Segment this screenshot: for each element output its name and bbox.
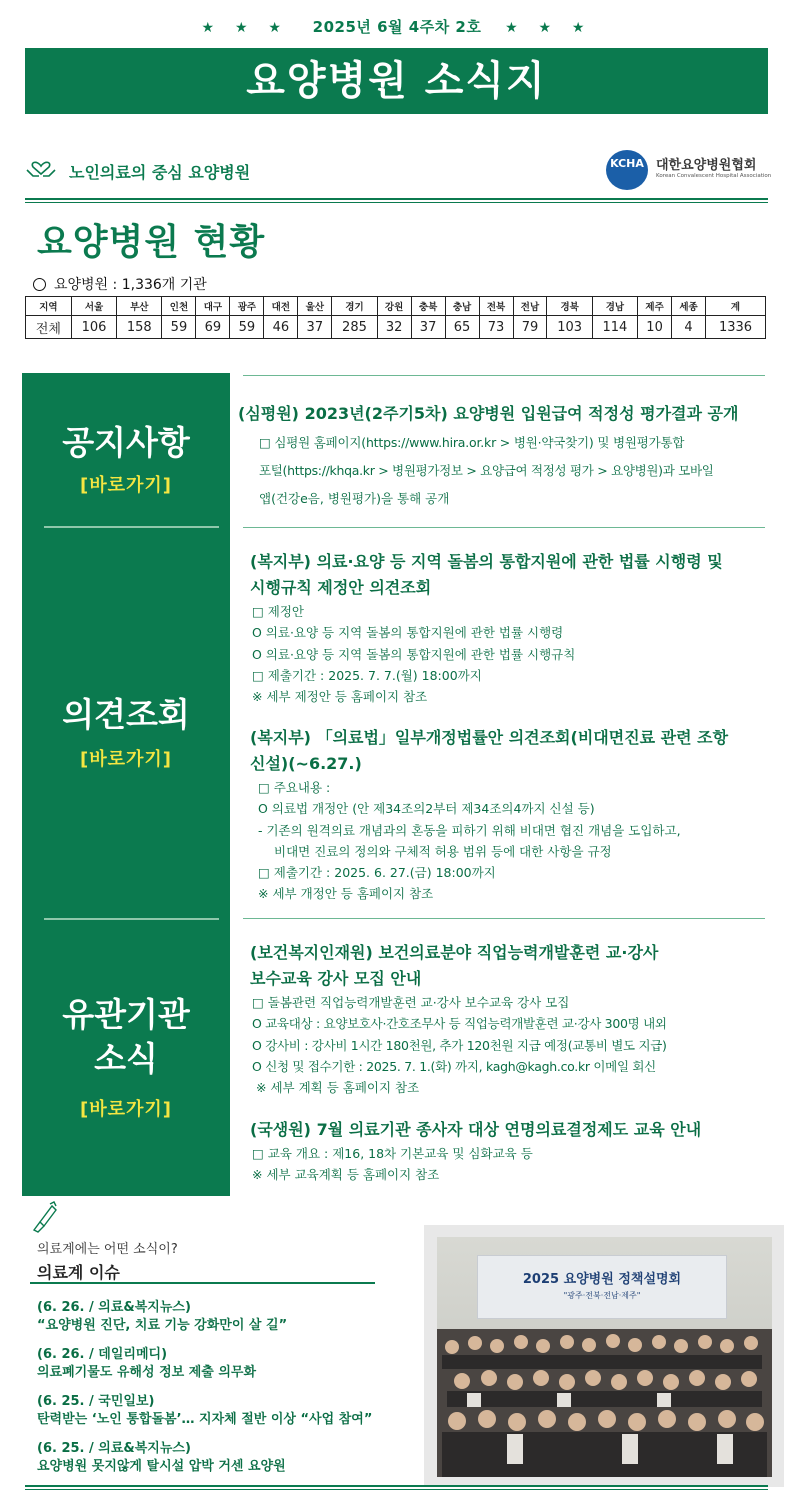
related1-title-cont[interactable]: 보수교육 강사 모집 안내 [250, 969, 422, 988]
opinion-link[interactable]: [바로가기] [79, 749, 172, 770]
opinion2-title[interactable]: (복지부) 「의료법」일부개정법률안 의견조회(비대면진료 관련 조항 [250, 728, 729, 747]
opinion2-line: 비대면 진료의 정의와 구체적 허용 범위 등에 대한 사항을 규정 [274, 844, 612, 859]
notice-line: □ 심평원 홈페이지(https://www.hira.or.kr > 병원·약국찾기) 및 병원평가통합 [259, 435, 685, 450]
table-header-cell: 서울 [71, 297, 116, 316]
table-cell: 79 [513, 316, 547, 339]
opinion1-line: □ 제정안 [252, 604, 305, 619]
table-header-cell: 전북 [479, 297, 513, 316]
divider [25, 198, 768, 203]
status-title: 요양병원 현황 [37, 222, 266, 263]
table-cell: 32 [377, 316, 411, 339]
issue-line [0, 16, 794, 37]
bottom-divider [25, 1485, 768, 1490]
table-header-cell: 경남 [592, 297, 637, 316]
stars-right-icon: ★ ★ ★ [505, 20, 593, 36]
table-cell: 4 [672, 316, 706, 339]
related-link[interactable]: [바로가기] [79, 1099, 172, 1120]
related1-line: □ 돌봄관련 직업능력개발훈련 교·강사 보수교육 강사 모집 [252, 995, 570, 1010]
opinion-heading: 의견조회 [62, 695, 190, 734]
opinion2-title-cont[interactable]: 신설)(~6.27.) [250, 754, 362, 773]
kcha-logo-icon: KCHA [606, 150, 648, 190]
table-cell: 114 [592, 316, 637, 339]
table-header-cell: 광주 [230, 297, 264, 316]
table-cell: 37 [298, 316, 332, 339]
opinion1-title-cont[interactable]: 시행규칙 제정안 의견조회 [250, 578, 432, 597]
event-banner-subtitle: "광주·전북·전남·제주" [563, 1291, 641, 1300]
related-heading-line1: 유관기관 [62, 995, 190, 1034]
circle-bullet-icon [33, 278, 46, 291]
related1-line: O 신청 및 접수기한 : 2025. 7. 1.(화) 까지, kagh@kagh.co.kr 이메일 회신 [252, 1059, 656, 1074]
notice-item-title[interactable]: (심평원) 2023년(2주기5차) 요양병원 입원급여 적정성 평가결과 공개 [238, 404, 739, 423]
table-header-cell: 충남 [445, 297, 479, 316]
table-header-cell: 지역 [26, 297, 72, 316]
table-cell: 59 [162, 316, 196, 339]
table-cell: 285 [332, 316, 377, 339]
news-source: (6. 26. / 데일리메디) [37, 1347, 168, 1362]
related2-line: □ 교육 개요 : 제16, 18차 기본교육 및 심화교육 등 [252, 1146, 533, 1161]
opinion1-line: □ 제출기간 : 2025. 7. 7.(월) 18:00까지 [252, 668, 482, 683]
subheader [25, 150, 772, 196]
news-source: (6. 26. / 의료&복지뉴스) [37, 1300, 191, 1315]
related-heading-line2: 소식 [94, 1039, 158, 1078]
issue-number: 2025년 6월 4주차 2호 [312, 18, 482, 36]
table-header-cell: 전남 [513, 297, 547, 316]
table-cell: 10 [638, 316, 672, 339]
section-divider [243, 527, 765, 528]
column-divider [44, 526, 219, 528]
group-photo-crowd [437, 1329, 772, 1477]
issue-heading: 의료계 이슈 [37, 1263, 120, 1282]
related2-title[interactable]: (국생원) 7월 의료기관 종사자 대상 연명의료결정제도 교육 안내 [250, 1120, 702, 1139]
event-photo [437, 1237, 772, 1477]
table-cell: 69 [196, 316, 230, 339]
newsletter-title: 요양병원 소식지 [25, 48, 768, 114]
table-header-cell: 계 [706, 297, 766, 316]
table-header-cell: 대전 [264, 297, 298, 316]
table-header-cell: 부산 [117, 297, 162, 316]
table-header-cell: 대구 [196, 297, 230, 316]
pen-hand-icon [30, 1200, 58, 1234]
section-divider [243, 375, 765, 376]
news-source: (6. 25. / 국민일보) [37, 1394, 155, 1409]
related1-note: ※ 세부 계획 등 홈페이지 참조 [256, 1080, 420, 1095]
caring-hands-icon [25, 158, 57, 180]
table-header-cell: 강원 [377, 297, 411, 316]
opinion2-note: ※ 세부 개정안 등 홈페이지 참조 [258, 886, 434, 901]
issue-question: 의료계에는 어떤 소식이? [37, 1242, 178, 1257]
table-header-cell: 울산 [298, 297, 332, 316]
news-headline[interactable]: “요양병원 진단, 치료 기능 강화만이 살 길” [37, 1318, 288, 1333]
table-header-cell: 인천 [162, 297, 196, 316]
table-header-cell: 세종 [672, 297, 706, 316]
stars-left-icon: ★ ★ ★ [201, 20, 289, 36]
table-cell: 73 [479, 316, 513, 339]
table-cell: 65 [445, 316, 479, 339]
event-banner [477, 1255, 727, 1319]
issue-underline [30, 1282, 375, 1284]
news-headline[interactable]: 탄력받는 ‘노인 통합돌봄’… 지자체 절반 이상 “사업 참여” [37, 1412, 373, 1427]
news-source: (6. 25. / 의료&복지뉴스) [37, 1441, 191, 1456]
table-header-cell: 경북 [547, 297, 592, 316]
logo-name: 대한요양병원협회 [656, 158, 757, 173]
news-headline[interactable]: 의료폐기물도 유해성 정보 제출 의무화 [37, 1365, 257, 1380]
opinion1-line: O 의료·요양 등 지역 돌봄의 통합지원에 관한 법률 시행령 [252, 625, 564, 640]
opinion1-title[interactable]: (복지부) 의료·요양 등 지역 돌봄의 통합지원에 관한 법률 시행령 및 [250, 552, 723, 571]
related1-title[interactable]: (보건복지인재원) 보건의료분야 직업능력개발훈련 교·강사 [250, 943, 659, 962]
logo-subtitle: Korean Convalescent Hospital Association [656, 173, 772, 179]
opinion2-line: □ 주요내용 : [258, 780, 331, 795]
table-cell: 46 [264, 316, 298, 339]
section-divider [243, 918, 765, 919]
table-header-cell: 제주 [638, 297, 672, 316]
table-row [26, 316, 766, 339]
slogan: 노인의료의 중심 요양병원 [69, 163, 251, 182]
hospital-count [33, 274, 207, 294]
table-cell: 1336 [706, 316, 766, 339]
notice-line: 포털(https://khqa.kr > 병원평가정보 > 요양급여 적정성 평가 > 요양병원)과 모바일 [259, 463, 714, 478]
related2-note: ※ 세부 교육계획 등 홈페이지 참조 [252, 1167, 440, 1182]
related1-line: O 교육대상 : 요양보호사·간호조무사 등 직업능력개발훈련 교·강사 300명 내외 [252, 1016, 667, 1031]
notice-link[interactable]: [바로가기] [79, 475, 172, 496]
notice-heading: 공지사항 [62, 423, 190, 462]
event-banner-title: 2025 요양병원 정책설명회 [522, 1272, 682, 1287]
table-cell: 37 [411, 316, 445, 339]
news-headline[interactable]: 요양병원 못지않게 탈시설 압박 거센 요양원 [37, 1459, 286, 1474]
notice-line: 앱(건강e음, 병원평가)을 통해 공개 [259, 491, 450, 506]
opinion1-line: O 의료·요양 등 지역 돌봄의 통합지원에 관한 법률 시행규칙 [252, 647, 576, 662]
opinion2-line: - 기존의 원격의료 개념과의 혼동을 피하기 위해 비대면 협진 개념을 도입하고, [258, 823, 681, 838]
table-cell: 106 [71, 316, 116, 339]
opinion2-line: O 의료법 개정안 (안 제34조의2부터 제34조의4까지 신설 등) [258, 801, 595, 816]
association-logo [606, 150, 772, 190]
table-header-cell: 경기 [332, 297, 377, 316]
opinion2-line: □ 제출기간 : 2025. 6. 27.(금) 18:00까지 [258, 865, 496, 880]
opinion1-note: ※ 세부 제정안 등 홈페이지 참조 [252, 689, 428, 704]
related1-line: O 강사비 : 강사비 1시간 180천원, 추가 120천원 지급 예정(교통비 별도 지급) [252, 1038, 667, 1053]
regional-stats-table [25, 296, 766, 339]
table-cell: 103 [547, 316, 592, 339]
table-header-row [26, 297, 766, 316]
category-column [22, 373, 230, 1196]
table-cell: 59 [230, 316, 264, 339]
table-cell: 158 [117, 316, 162, 339]
table-header-cell: 충북 [411, 297, 445, 316]
hospital-count-label: 요양병원 : 1,336개 기관 [54, 277, 207, 293]
column-divider [44, 918, 219, 920]
table-cell: 전체 [26, 316, 72, 339]
